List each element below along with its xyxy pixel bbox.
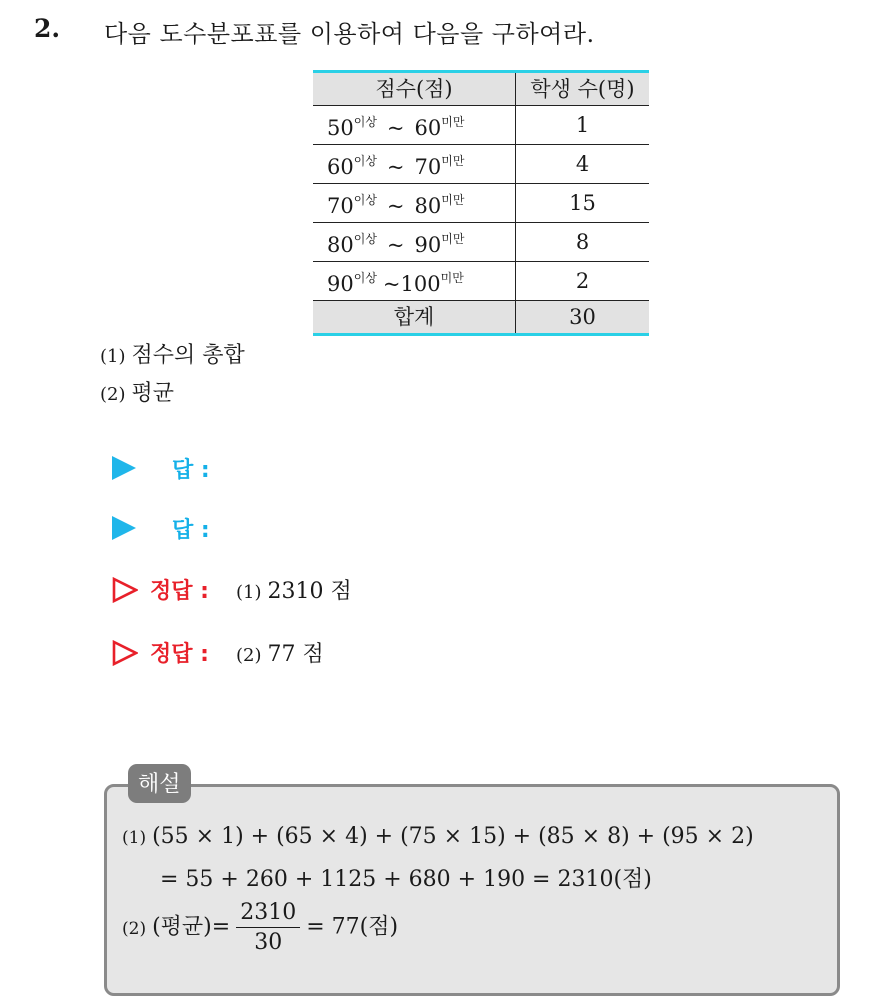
correct-label-2: 정답 : — [150, 642, 209, 667]
table-row — [313, 184, 649, 223]
explanation-line-1: (1) (55 × 1) + (65 × 4) + (75 × 15) + (85 × 8) + (95 × 2) — [122, 824, 754, 849]
header-score: 점수(점) — [313, 72, 516, 106]
table-header-row — [313, 72, 649, 106]
table-row — [313, 106, 649, 145]
question-number: 2. — [34, 14, 61, 43]
range-cell: $70^{이상}$ ~ $80^{미만}$ — [313, 184, 516, 223]
table-row — [313, 223, 649, 262]
play-triangle-icon — [112, 516, 136, 540]
header-students: 학생 수(명) — [516, 72, 650, 106]
range-cell: $60^{이상}$ ~ $70^{미만}$ — [313, 145, 516, 184]
range-cell: $90^{이상}$ $\sim 100^{미만}$ — [313, 262, 516, 301]
total-value: 30 — [516, 301, 650, 335]
table-row — [313, 145, 649, 184]
fraction: $\frac{2310}{30}$ — [236, 900, 300, 955]
count-cell: 1 — [516, 106, 650, 145]
answer-label-2: 답 : — [172, 518, 210, 543]
explanation-line-3: (2) (평균)= $\frac{2310}{30}$ = 77(점) — [122, 900, 399, 955]
outline-triangle-icon — [112, 577, 138, 603]
play-triangle-icon — [112, 456, 136, 480]
total-label: 합계 — [313, 301, 516, 335]
count-cell: 15 — [516, 184, 650, 223]
question-text: 다음 도수분포표를 이용하여 다음을 구하여라. — [104, 20, 595, 48]
correct-label-1: 정답 : — [150, 579, 209, 604]
correct-value-1: (1) 2310 점 — [236, 579, 352, 604]
range-cell: $50^{이상}$ ~ $60^{미만}$ — [313, 106, 516, 145]
count-cell: 4 — [516, 145, 650, 184]
frequency-table — [313, 70, 649, 336]
explanation-tag: 해설 — [128, 764, 191, 803]
count-cell: 2 — [516, 262, 650, 301]
range-cell: $80^{이상}$ ~ $90^{미만}$ — [313, 223, 516, 262]
count-cell: 8 — [516, 223, 650, 262]
table-row — [313, 262, 649, 301]
outline-triangle-icon — [112, 640, 138, 666]
table-total-row — [313, 301, 649, 335]
answer-label-1: 답 : — [172, 458, 210, 483]
sub-question-1: (1) 점수의 총합 — [100, 343, 245, 368]
explanation-line-2: = 55 + 260 + 1125 + 680 + 190 = 2310(점) — [160, 867, 652, 892]
sub-question-2: (2) 평균 — [100, 381, 175, 406]
correct-value-2: (2) 77 점 — [236, 642, 324, 667]
